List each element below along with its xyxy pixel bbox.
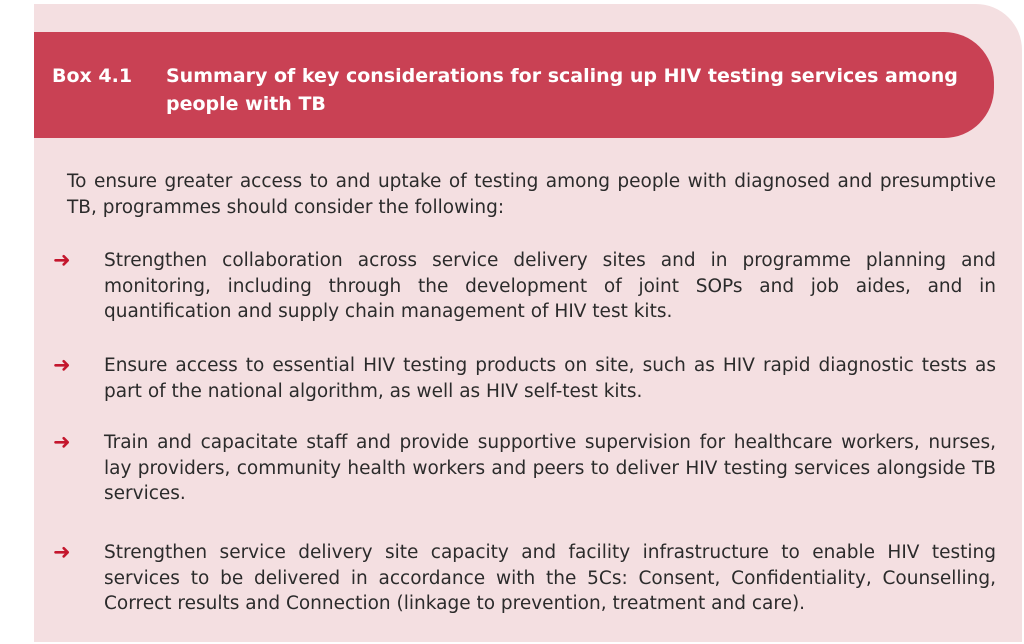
list-item-text: Train and capacitate staff and provide supportive supervision for healthcare workers, nurses, lay providers, community health workers and peers to deliver HIV testing services alongside TB services. <box>104 432 996 504</box>
arrow-right-icon: ➜ <box>53 248 71 272</box>
box-title: Summary of key considerations for scaling up HIV testing services among people with TB <box>166 65 958 115</box>
list-item-text: Ensure access to essential HIV testing products on site, such as HIV rapid diagnostic tests as part of the national algorithm, as well as HIV self-test kits. <box>104 355 996 402</box>
arrow-right-icon: ➜ <box>53 540 71 564</box>
intro-paragraph: To ensure greater access to and uptake of testing among people with diagnosed and presumptive TB, programmes should consider the following: <box>67 171 996 218</box>
list-item-text: Strengthen collaboration across service delivery sites and in programme planning and monitoring, including through the development of joint SOPs and job aides, and in quantification and supply chain management of HIV test kits. <box>104 250 996 322</box>
list-item-text: Strengthen service delivery site capacity and facility infrastructure to enable HIV testing services to be delivered in accordance with the 5Cs: Consent, Confidentiality, Counselling, Correct results and Connection (linkage to prevention, treatment and care). <box>104 542 996 614</box>
box-label: Box 4.1 <box>52 65 133 87</box>
arrow-right-icon: ➜ <box>53 353 71 377</box>
arrow-right-icon: ➜ <box>53 430 71 454</box>
